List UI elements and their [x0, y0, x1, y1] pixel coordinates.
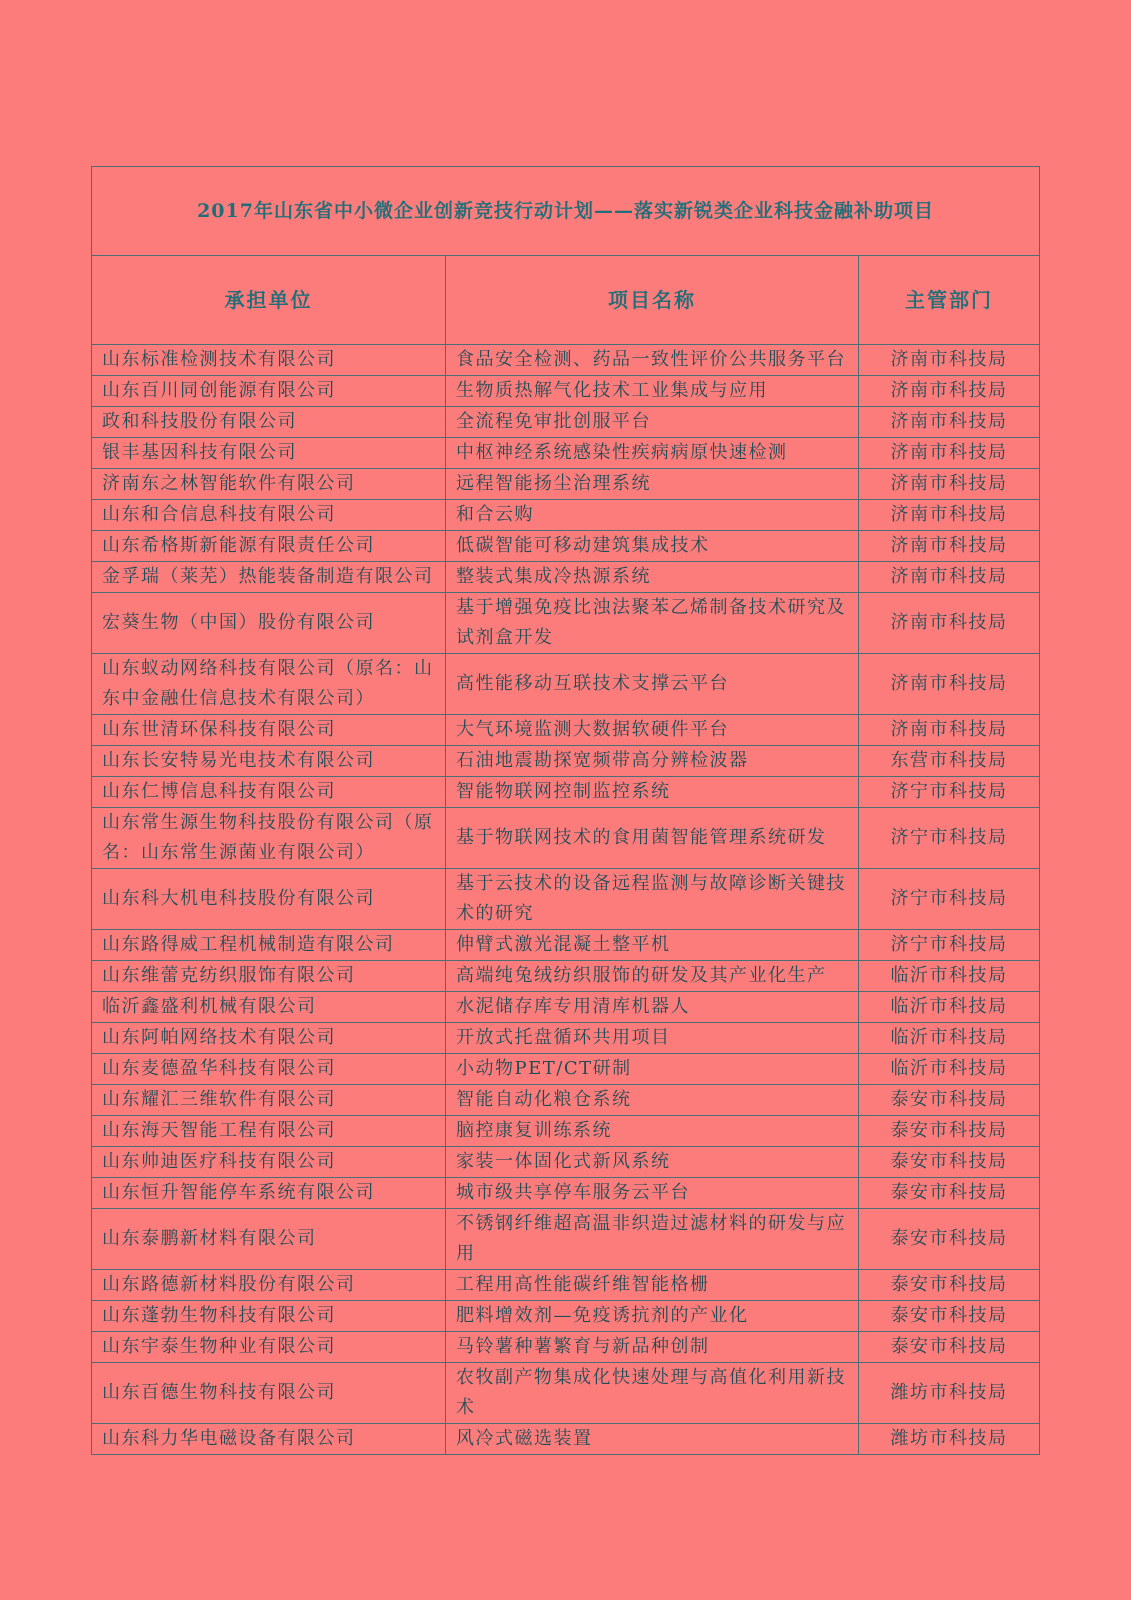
cell-unit: 山东蓬勃生物科技有限公司	[92, 1301, 446, 1332]
cell-dept: 济南市科技局	[859, 715, 1040, 746]
cell-unit: 山东标准检测技术有限公司	[92, 345, 446, 376]
cell-project: 脑控康复训练系统	[446, 1116, 859, 1147]
cell-unit: 山东仁博信息科技有限公司	[92, 777, 446, 808]
cell-unit: 山东百德生物科技有限公司	[92, 1363, 446, 1424]
cell-unit: 济南东之林智能软件有限公司	[92, 469, 446, 500]
cell-project: 家装一体固化式新风系统	[446, 1147, 859, 1178]
cell-project: 伸臂式激光混凝土整平机	[446, 930, 859, 961]
cell-unit: 山东科大机电科技股份有限公司	[92, 869, 446, 930]
cell-dept: 泰安市科技局	[859, 1178, 1040, 1209]
cell-project: 和合云购	[446, 500, 859, 531]
table-row	[92, 500, 1040, 531]
table-row	[92, 1301, 1040, 1332]
cell-project: 石油地震勘探宽频带高分辨检波器	[446, 746, 859, 777]
table-row	[92, 777, 1040, 808]
cell-dept: 济宁市科技局	[859, 869, 1040, 930]
cell-dept: 济南市科技局	[859, 531, 1040, 562]
table-row	[92, 1147, 1040, 1178]
cell-dept: 济南市科技局	[859, 407, 1040, 438]
cell-project: 基于物联网技术的食用菌智能管理系统研发	[446, 808, 859, 869]
table-row	[92, 1023, 1040, 1054]
table-row	[92, 345, 1040, 376]
cell-project: 生物质热解气化技术工业集成与应用	[446, 376, 859, 407]
table-row	[92, 593, 1040, 654]
table-row	[92, 407, 1040, 438]
cell-unit: 山东恒升智能停车系统有限公司	[92, 1178, 446, 1209]
cell-unit: 山东帅迪医疗科技有限公司	[92, 1147, 446, 1178]
table-row	[92, 1209, 1040, 1270]
cell-unit: 山东科力华电磁设备有限公司	[92, 1424, 446, 1455]
table-row	[92, 869, 1040, 930]
cell-project: 不锈钢纤维超高温非织造过滤材料的研发与应用	[446, 1209, 859, 1270]
table-row	[92, 562, 1040, 593]
cell-project: 工程用高性能碳纤维智能格栅	[446, 1270, 859, 1301]
table-row	[92, 531, 1040, 562]
cell-dept: 泰安市科技局	[859, 1270, 1040, 1301]
table-row	[92, 746, 1040, 777]
title-row	[92, 167, 1040, 256]
cell-unit: 山东路德新材料股份有限公司	[92, 1270, 446, 1301]
cell-unit: 政和科技股份有限公司	[92, 407, 446, 438]
table-row	[92, 1424, 1040, 1455]
table-row	[92, 1270, 1040, 1301]
table-row	[92, 654, 1040, 715]
cell-project: 基于增强免疫比浊法聚苯乙烯制备技术研究及试剂盒开发	[446, 593, 859, 654]
cell-dept: 临沂市科技局	[859, 1023, 1040, 1054]
table-row	[92, 1363, 1040, 1424]
cell-project: 农牧副产物集成化快速处理与高值化利用新技术	[446, 1363, 859, 1424]
cell-dept: 临沂市科技局	[859, 992, 1040, 1023]
header-row	[92, 256, 1040, 345]
cell-dept: 泰安市科技局	[859, 1301, 1040, 1332]
cell-unit: 山东宇泰生物种业有限公司	[92, 1332, 446, 1363]
table-row	[92, 1332, 1040, 1363]
cell-project: 高性能移动互联技术支撑云平台	[446, 654, 859, 715]
table-row	[92, 1116, 1040, 1147]
cell-unit: 山东常生源生物科技股份有限公司（原名：山东常生源菌业有限公司）	[92, 808, 446, 869]
cell-project: 智能自动化粮仓系统	[446, 1085, 859, 1116]
table-row	[92, 1085, 1040, 1116]
cell-dept: 济南市科技局	[859, 376, 1040, 407]
cell-dept: 泰安市科技局	[859, 1147, 1040, 1178]
cell-dept: 济南市科技局	[859, 593, 1040, 654]
cell-project: 基于云技术的设备远程监测与故障诊断关键技术的研究	[446, 869, 859, 930]
header-unit: 承担单位	[92, 256, 446, 345]
cell-dept: 济南市科技局	[859, 438, 1040, 469]
cell-project: 开放式托盘循环共用项目	[446, 1023, 859, 1054]
cell-project: 智能物联网控制监控系统	[446, 777, 859, 808]
cell-project: 食品安全检测、药品一致性评价公共服务平台	[446, 345, 859, 376]
table-row	[92, 715, 1040, 746]
cell-dept: 济宁市科技局	[859, 930, 1040, 961]
cell-project: 中枢神经系统感染性疾病病原快速检测	[446, 438, 859, 469]
cell-dept: 济宁市科技局	[859, 777, 1040, 808]
cell-dept: 泰安市科技局	[859, 1085, 1040, 1116]
cell-project: 大气环境监测大数据软硬件平台	[446, 715, 859, 746]
cell-project: 全流程免审批创服平台	[446, 407, 859, 438]
cell-project: 整装式集成冷热源系统	[446, 562, 859, 593]
cell-project: 高端纯兔绒纺织服饰的研发及其产业化生产	[446, 961, 859, 992]
cell-dept: 临沂市科技局	[859, 1054, 1040, 1085]
cell-dept: 济南市科技局	[859, 469, 1040, 500]
table-row	[92, 808, 1040, 869]
cell-unit: 山东长安特易光电技术有限公司	[92, 746, 446, 777]
cell-dept: 泰安市科技局	[859, 1209, 1040, 1270]
cell-project: 风冷式磁选装置	[446, 1424, 859, 1455]
cell-unit: 临沂鑫盛利机械有限公司	[92, 992, 446, 1023]
cell-dept: 潍坊市科技局	[859, 1363, 1040, 1424]
cell-unit: 山东耀汇三维软件有限公司	[92, 1085, 446, 1116]
cell-unit: 山东阿帕网络技术有限公司	[92, 1023, 446, 1054]
cell-project: 马铃薯种薯繁育与新品种创制	[446, 1332, 859, 1363]
cell-unit: 山东泰鹏新材料有限公司	[92, 1209, 446, 1270]
cell-unit: 山东海天智能工程有限公司	[92, 1116, 446, 1147]
cell-unit: 山东维蕾克纺织服饰有限公司	[92, 961, 446, 992]
cell-dept: 济南市科技局	[859, 345, 1040, 376]
cell-dept: 济南市科技局	[859, 500, 1040, 531]
cell-project: 低碳智能可移动建筑集成技术	[446, 531, 859, 562]
cell-unit: 山东蚁动网络科技有限公司（原名：山东中金融仕信息技术有限公司）	[92, 654, 446, 715]
cell-project: 城市级共享停车服务云平台	[446, 1178, 859, 1209]
table-row	[92, 1054, 1040, 1085]
cell-unit: 金孚瑞（莱芜）热能装备制造有限公司	[92, 562, 446, 593]
cell-unit: 山东路得威工程机械制造有限公司	[92, 930, 446, 961]
cell-dept: 泰安市科技局	[859, 1116, 1040, 1147]
table-row	[92, 1178, 1040, 1209]
cell-unit: 山东百川同创能源有限公司	[92, 376, 446, 407]
table-row	[92, 438, 1040, 469]
cell-dept: 潍坊市科技局	[859, 1424, 1040, 1455]
cell-unit: 山东希格斯新能源有限责任公司	[92, 531, 446, 562]
table-row	[92, 961, 1040, 992]
cell-unit: 银丰基因科技有限公司	[92, 438, 446, 469]
header-dept: 主管部门	[859, 256, 1040, 345]
cell-project: 远程智能扬尘治理系统	[446, 469, 859, 500]
cell-dept: 泰安市科技局	[859, 1332, 1040, 1363]
cell-unit: 山东麦德盈华科技有限公司	[92, 1054, 446, 1085]
cell-unit: 山东世清环保科技有限公司	[92, 715, 446, 746]
header-project: 项目名称	[446, 256, 859, 345]
cell-project: 肥料增效剂—免疫诱抗剂的产业化	[446, 1301, 859, 1332]
cell-project: 水泥储存库专用清库机器人	[446, 992, 859, 1023]
cell-project: 小动物PET/CT研制	[446, 1054, 859, 1085]
table-title: 2017年山东省中小微企业创新竞技行动计划——落实新锐类企业科技金融补助项目	[92, 167, 1040, 256]
table-row	[92, 469, 1040, 500]
table-row	[92, 992, 1040, 1023]
cell-unit: 山东和合信息科技有限公司	[92, 500, 446, 531]
project-table	[91, 166, 1040, 1455]
cell-dept: 济宁市科技局	[859, 808, 1040, 869]
cell-unit: 宏葵生物（中国）股份有限公司	[92, 593, 446, 654]
cell-dept: 济南市科技局	[859, 654, 1040, 715]
cell-dept: 临沂市科技局	[859, 961, 1040, 992]
table-row	[92, 376, 1040, 407]
cell-dept: 济南市科技局	[859, 562, 1040, 593]
cell-dept: 东营市科技局	[859, 746, 1040, 777]
table-row	[92, 930, 1040, 961]
